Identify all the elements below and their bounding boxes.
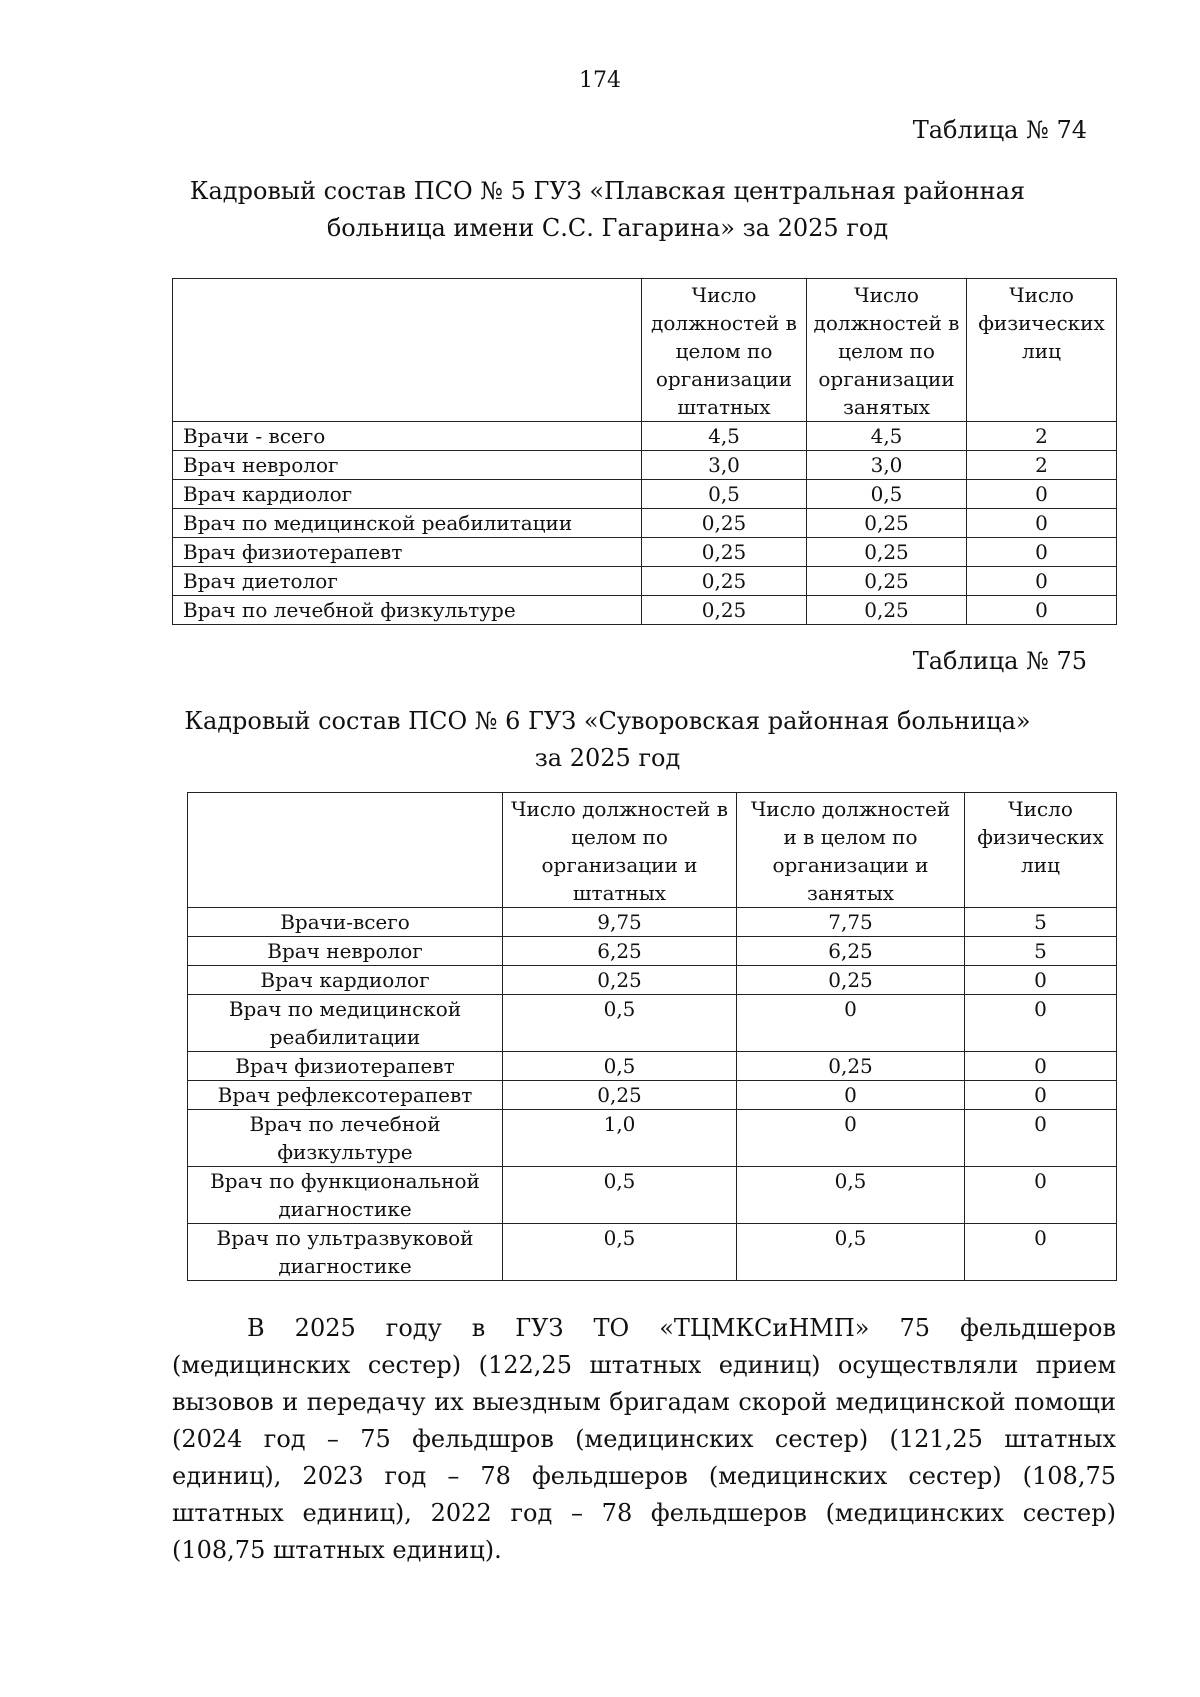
row-staff-value: 0,25 (642, 567, 807, 596)
table-74-caption: Таблица № 74 (912, 116, 1087, 144)
header-persons: Число физических лиц (965, 793, 1117, 908)
row-staff-value: 0,25 (503, 966, 737, 995)
row-staff-value: 0,5 (503, 1224, 737, 1281)
row-persons-value: 0 (967, 480, 1117, 509)
header-staff-positions: Число должностей в целом по организации штатных (642, 279, 807, 422)
table-74-body (173, 422, 1117, 625)
table-header-row (188, 793, 1117, 908)
row-staff-value: 9,75 (503, 908, 737, 937)
page-number: 174 (579, 68, 621, 93)
row-persons-value: 0 (965, 1110, 1117, 1167)
table-row (188, 1110, 1117, 1167)
table-row (188, 937, 1117, 966)
table-row (173, 480, 1117, 509)
row-occupied-value: 0 (737, 1110, 965, 1167)
row-persons-value: 0 (965, 966, 1117, 995)
row-staff-value: 0,5 (503, 1167, 737, 1224)
row-persons-value: 5 (965, 937, 1117, 966)
row-position-name: Врач рефлексотерапевт (188, 1081, 503, 1110)
row-staff-value: 0,25 (503, 1081, 737, 1110)
table-74-title-line2: больница имени С.С. Гагарина» за 2025 год (326, 214, 889, 242)
row-staff-value: 0,5 (503, 995, 737, 1052)
row-occupied-value: 0 (737, 1081, 965, 1110)
row-position-name: Врач по ультразвуковой диагностике (188, 1224, 503, 1281)
header-persons: Число физических лиц (967, 279, 1117, 422)
row-occupied-value: 0,25 (737, 966, 965, 995)
table-row (188, 908, 1117, 937)
table-row (188, 1167, 1117, 1224)
table-row (173, 509, 1117, 538)
row-persons-value: 0 (965, 1081, 1117, 1110)
row-staff-value: 0,5 (503, 1052, 737, 1081)
row-persons-value: 2 (967, 422, 1117, 451)
table-75-title-line2: за 2025 год (534, 744, 681, 772)
table-row (188, 1052, 1117, 1081)
row-staff-value: 4,5 (642, 422, 807, 451)
table-header-row (173, 279, 1117, 422)
table-75-caption: Таблица № 75 (912, 647, 1087, 675)
row-position-name: Врач по медицинской реабилитации (188, 995, 503, 1052)
row-position-name: Врачи-всего (188, 908, 503, 937)
table-row (188, 1081, 1117, 1110)
row-occupied-value: 0,25 (807, 538, 967, 567)
table-row (173, 422, 1117, 451)
row-staff-value: 0,25 (642, 509, 807, 538)
header-occupied-positions: Число должностей и в целом по организации и занятых (737, 793, 965, 908)
row-position-name: Врач по функциональной диагностике (188, 1167, 503, 1224)
row-position-name: Врач по лечебной физкультуре (173, 596, 642, 625)
row-occupied-value: 4,5 (807, 422, 967, 451)
row-occupied-value: 7,75 (737, 908, 965, 937)
table-row (173, 538, 1117, 567)
row-position-name: Врач кардиолог (188, 966, 503, 995)
row-persons-value: 0 (967, 538, 1117, 567)
header-position (173, 279, 642, 422)
table-74-title-line1: Кадровый состав ПСО № 5 ГУЗ «Плавская центральная районная (189, 177, 1026, 205)
row-persons-value: 0 (967, 596, 1117, 625)
table-74-title (160, 173, 1055, 247)
staff-table-74 (172, 278, 1117, 625)
row-occupied-value: 0,25 (737, 1052, 965, 1081)
row-occupied-value: 0,25 (807, 596, 967, 625)
row-persons-value: 0 (967, 509, 1117, 538)
row-position-name: Врач по медицинской реабилитации (173, 509, 642, 538)
row-staff-value: 6,25 (503, 937, 737, 966)
row-staff-value: 3,0 (642, 451, 807, 480)
row-position-name: Врачи - всего (173, 422, 642, 451)
row-persons-value: 2 (967, 451, 1117, 480)
row-persons-value: 0 (965, 995, 1117, 1052)
table-75-title-line1: Кадровый состав ПСО № 6 ГУЗ «Суворовская районная больница» (184, 707, 1031, 735)
row-staff-value: 0,25 (642, 596, 807, 625)
row-persons-value: 5 (965, 908, 1117, 937)
row-persons-value: 0 (965, 1224, 1117, 1281)
table-row (173, 451, 1117, 480)
row-occupied-value: 0,25 (807, 509, 967, 538)
row-staff-value: 1,0 (503, 1110, 737, 1167)
row-occupied-value: 0,5 (807, 480, 967, 509)
row-position-name: Врач по лечебной физкультуре (188, 1110, 503, 1167)
row-occupied-value: 0,5 (737, 1167, 965, 1224)
row-position-name: Врач диетолог (173, 567, 642, 596)
row-staff-value: 0,5 (642, 480, 807, 509)
row-occupied-value: 6,25 (737, 937, 965, 966)
table-row (188, 966, 1117, 995)
body-paragraph: В 2025 году в ГУЗ ТО «ТЦМКСиНМП» 75 фельдшеров (медицинских сестер) (122,25 штатных единиц) осуществляли прием вызовов и передачу их выездным бригадам скорой медицинской помощи (2024 год – 75 фельдшров (медицинских сестер) (121,25 штатных единиц), 2023 год – 78 фельдшеров (медицинских сестер) (108,75 штатных единиц), 2022 год – 78 фельдшеров (медицинских сестер) (108,75 штатных единиц). (172, 1314, 1116, 1564)
header-staff-positions: Число должностей в целом по организации и штатных (503, 793, 737, 908)
table-75-title (160, 703, 1055, 777)
staff-table-75 (187, 792, 1117, 1281)
row-persons-value: 0 (965, 1052, 1117, 1081)
row-position-name: Врач физиотерапевт (188, 1052, 503, 1081)
header-occupied-positions: Число должностей в целом по организации занятых (807, 279, 967, 422)
table-row (173, 596, 1117, 625)
table-row (188, 1224, 1117, 1281)
row-occupied-value: 0,5 (737, 1224, 965, 1281)
row-position-name: Врач невролог (188, 937, 503, 966)
table-row (188, 995, 1117, 1052)
row-occupied-value: 3,0 (807, 451, 967, 480)
row-persons-value: 0 (967, 567, 1117, 596)
row-persons-value: 0 (965, 1167, 1117, 1224)
table-row (173, 567, 1117, 596)
row-position-name: Врач невролог (173, 451, 642, 480)
header-position (188, 793, 503, 908)
row-occupied-value: 0 (737, 995, 965, 1052)
table-75-body (188, 908, 1117, 1281)
row-occupied-value: 0,25 (807, 567, 967, 596)
row-staff-value: 0,25 (642, 538, 807, 567)
row-position-name: Врач кардиолог (173, 480, 642, 509)
row-position-name: Врач физиотерапевт (173, 538, 642, 567)
